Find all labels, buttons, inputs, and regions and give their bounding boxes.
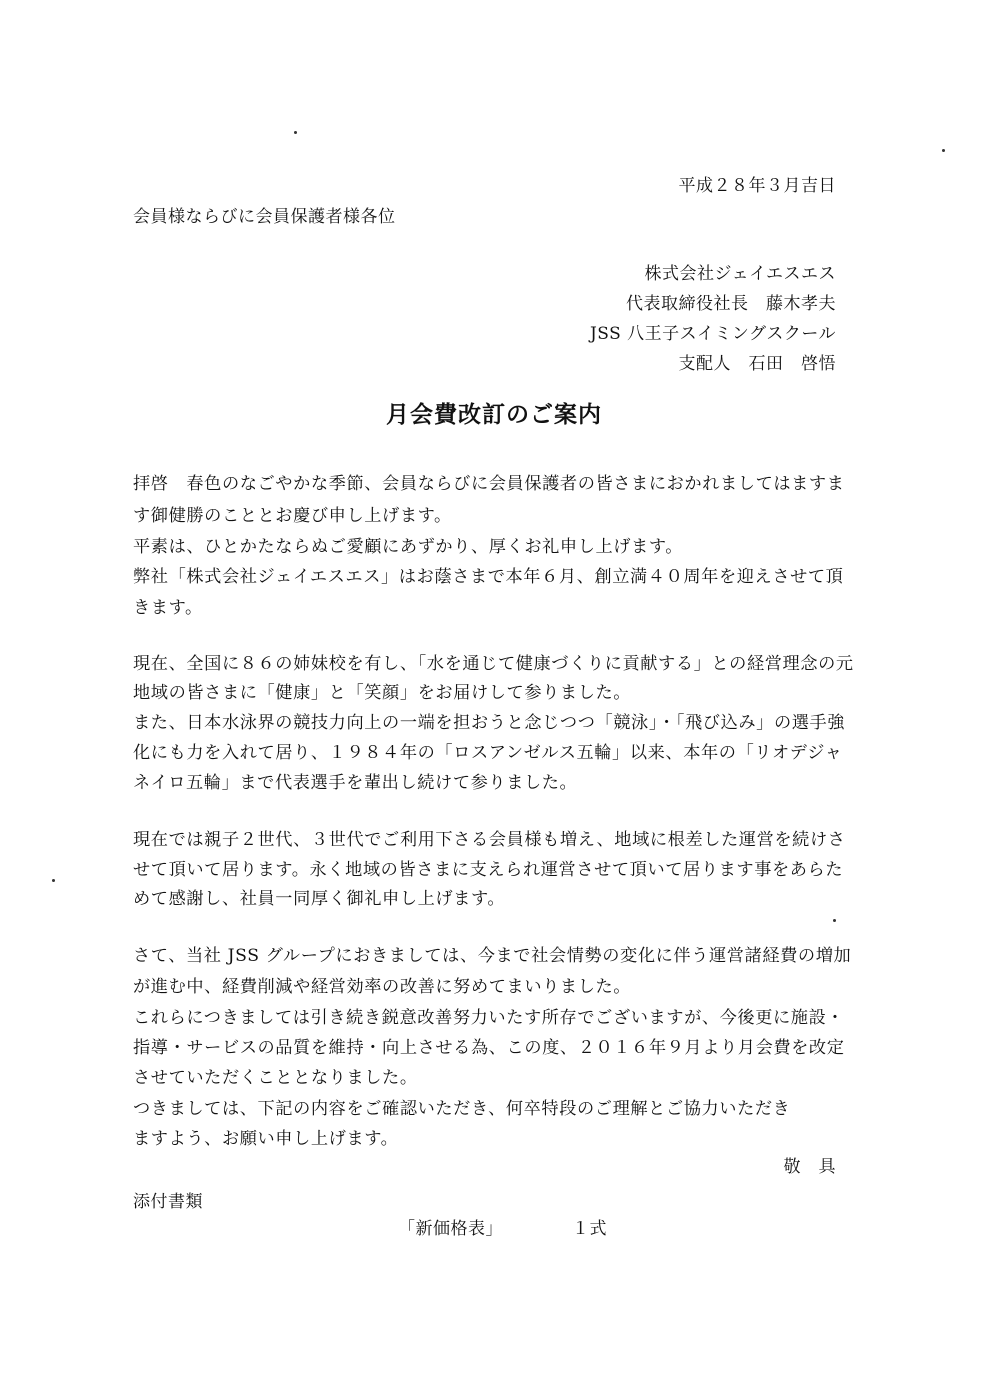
closing-keigu: 敬 具 [783,1157,836,1177]
paragraph-line: す御健勝のこととお慶び申し上げます。 [133,506,452,526]
paragraph-line: きます。 [133,598,203,618]
paragraph-line: 現在、全国に８６の姉妹校を有し、「水を通じて健康づくりに貢献する」との経営理念の元 [133,654,854,674]
paragraph-line: これらにつきましては引き続き鋭意改善努力いたす所存でございますが、今後更に施設・ [133,1008,845,1028]
attachment-item-count: １式 [572,1219,607,1239]
letter-title: 月会費改訂のご案内 [386,401,602,428]
sender-manager: 支配人 石田 啓悟 [678,354,836,374]
paragraph-line: つきましては、下記の内容をご確認いただき、何卒特段のご理解とご協力いただき [133,1099,791,1119]
sender-school: JSS 八王子スイミングスクール [589,324,836,344]
sender-ceo: 代表取締役社長 藤木孝夫 [626,294,836,314]
paragraph-line: 弊社「株式会社ジェイエスエス」はお蔭さまで本年６月、創立満４０周年を迎えさせて頂 [133,567,844,587]
scan-speck [294,131,297,134]
scan-speck [833,919,836,922]
letter-date: 平成２８年３月吉日 [678,176,836,196]
scan-speck [942,149,945,152]
paragraph-line: させていただくこととなりました。 [133,1068,418,1088]
paragraph-line: さて、当社 JSS グループにおきましては、今まで社会情勢の変化に伴う運営諸経費の増加 [133,946,852,966]
paragraph-line: また、日本水泳界の競技力向上の一端を担おうと念じつつ「競泳」・「飛び込み」の選手強 [133,713,846,733]
recipient: 会員様ならびに会員保護者様各位 [133,207,396,227]
paragraph-line: ますよう、お願い申し上げます。 [133,1129,399,1149]
paragraph-line: せて頂いて居ります。永く地域の皆さまに支えられ運営させて頂いて居ります事をあらた [133,860,844,880]
attachments-label: 添付書類 [133,1192,203,1212]
attachment-item-name: 「新価格表」 [398,1219,503,1239]
paragraph-line: 地域の皆さまに「健康」と「笑顔」をお届けして参りました。 [133,683,632,703]
sender-company: 株式会社ジェイエスエス [644,264,836,284]
paragraph-line: 指導・サービスの品質を維持・向上させる為、この度、２０１６年９月より月会費を改定 [133,1038,845,1058]
paragraph-line: 拝啓 春色のなごやかな季節、会員ならびに会員保護者の皆さまにおかれましてはますま [133,474,845,494]
scan-speck [52,879,55,882]
paragraph-line: 現在では親子２世代、３世代でご利用下さる会員様も増え、地域に根差した運営を続けさ [133,830,846,850]
paragraph-line: めて感謝し、社員一同厚く御礼申し上げます。 [133,889,506,909]
paragraph-line: が進む中、経費削減や経営効率の改善に努めてまいりました。 [133,977,632,997]
paragraph-line: 化にも力を入れて居り、１９８４年の「ロスアンゼルス五輪」以来、本年の「リオデジャ [133,743,843,763]
paragraph-line: 平素は、ひとかたならぬご愛顧にあずかり、厚くお礼申し上げます。 [133,537,684,557]
paragraph-line: ネイロ五輪」まで代表選手を輩出し続けて参りました。 [133,773,578,793]
